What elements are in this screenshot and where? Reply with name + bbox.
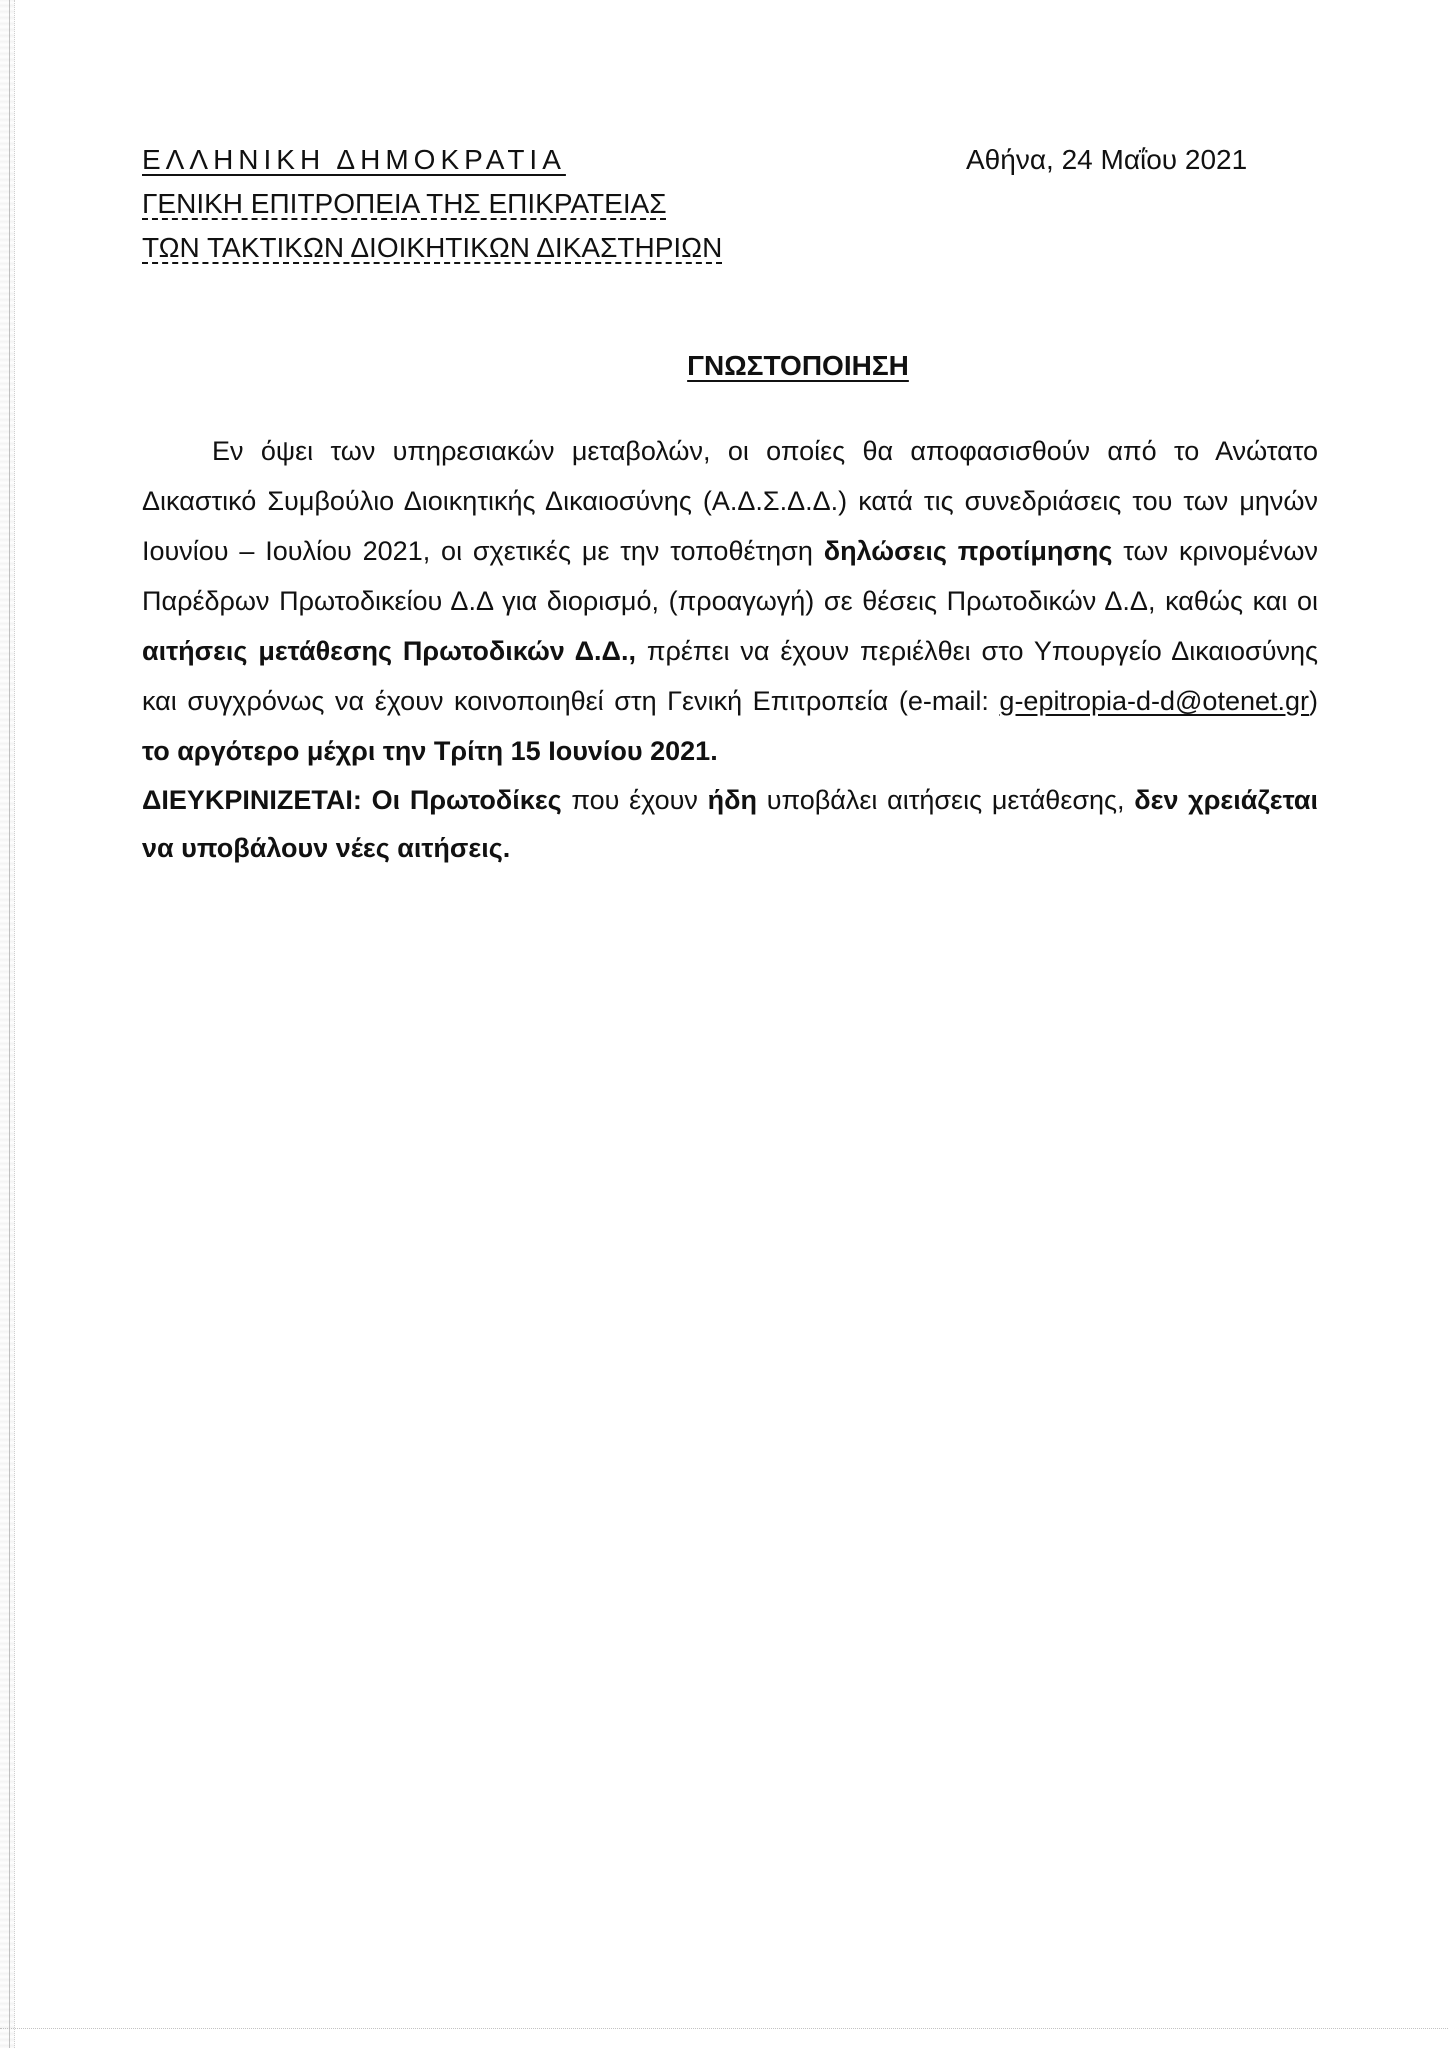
issuer-header xyxy=(142,138,722,270)
para-text-1: Εν όψει των υπηρεσιακών μεταβολών, οι οποίες θα αποφασισθούν από το Ανώτατο Δικαστικό Συμβούλιο Διοικητικής Δικαιοσύνης (Α.Δ.Σ.Δ.Δ.) κατά τις συνεδριάσεις του των μηνών Ιουνίου – Ιουλίου 2021, οι σχετικές με την τοποθέτηση xyxy=(142,436,1318,566)
note-text-1: που έχουν xyxy=(561,785,708,815)
scan-edge-left xyxy=(0,0,15,2048)
para-bold-deadline: το αργότερο μέχρι την Τρίτη 15 Ιουνίου 2021. xyxy=(142,736,718,766)
para-bold-preferences: δηλώσεις προτίμησης xyxy=(823,536,1113,566)
para-text-4: ) xyxy=(1309,686,1318,716)
scan-edge-line xyxy=(9,0,10,2048)
para-text-2: των κρινομένων Παρέδρων Πρωτοδικείου Δ.Δ για διορισμό, (προαγωγή) σε θέσεις Πρωτοδικών Δ.Δ, καθώς και οι xyxy=(142,536,1319,616)
header-commission: ΓΕΝΙΚΗ ΕΠΙΤΡΟΠΕΙΑ ΤΗΣ ΕΠΙΚΡΑΤΕΙΑΣ xyxy=(142,188,667,219)
document-title xyxy=(0,344,1448,388)
main-paragraph xyxy=(142,426,1318,776)
header-courts: ΤΩΝ ΤΑΚΤΙΚΩΝ ΔΙΟΙΚΗΤΙΚΩΝ ΔΙΚΑΣΤΗΡΙΩΝ xyxy=(142,232,723,263)
document-body xyxy=(142,426,1318,872)
title-text: ΓΝΩΣΤΟΠΟΙΗΣΗ xyxy=(687,350,909,381)
document-date: Αθήνα, 24 Μαΐου 2021 xyxy=(966,144,1248,175)
note-bold-already: ήδη xyxy=(707,785,757,815)
para-bold-transfer: αιτήσεις μετάθεσης Πρωτοδικών Δ.Δ., xyxy=(142,636,636,666)
para-text-3: πρέπει να έχουν περιέλθει στο Υπουργείο Δικαιοσύνης και συγχρόνως να έχουν κοινοποιηθεί στη Γενική Επιτροπεία (e-mail: xyxy=(142,636,1318,716)
clarification-note xyxy=(142,776,1318,872)
email-link[interactable]: g-epitropia-d-d@otenet.gr xyxy=(999,686,1309,716)
scan-edge-bottom xyxy=(0,2028,1448,2035)
note-label: ΔΙΕΥΚΡΙΝΙΖΕΤΑΙ: xyxy=(142,785,362,815)
note-bold-no-new: δεν χρειάζεται να υποβάλουν νέες αιτήσεις. xyxy=(142,785,1318,863)
header-republic: ΕΛΛΗΝΙΚΗ ΔΗΜΟΚΡΑΤΙΑ xyxy=(142,144,566,175)
note-text-2: υποβάλει αιτήσεις μετάθεσης, xyxy=(756,785,1135,815)
note-bold-judges: Οι Πρωτοδίκες xyxy=(361,785,562,815)
